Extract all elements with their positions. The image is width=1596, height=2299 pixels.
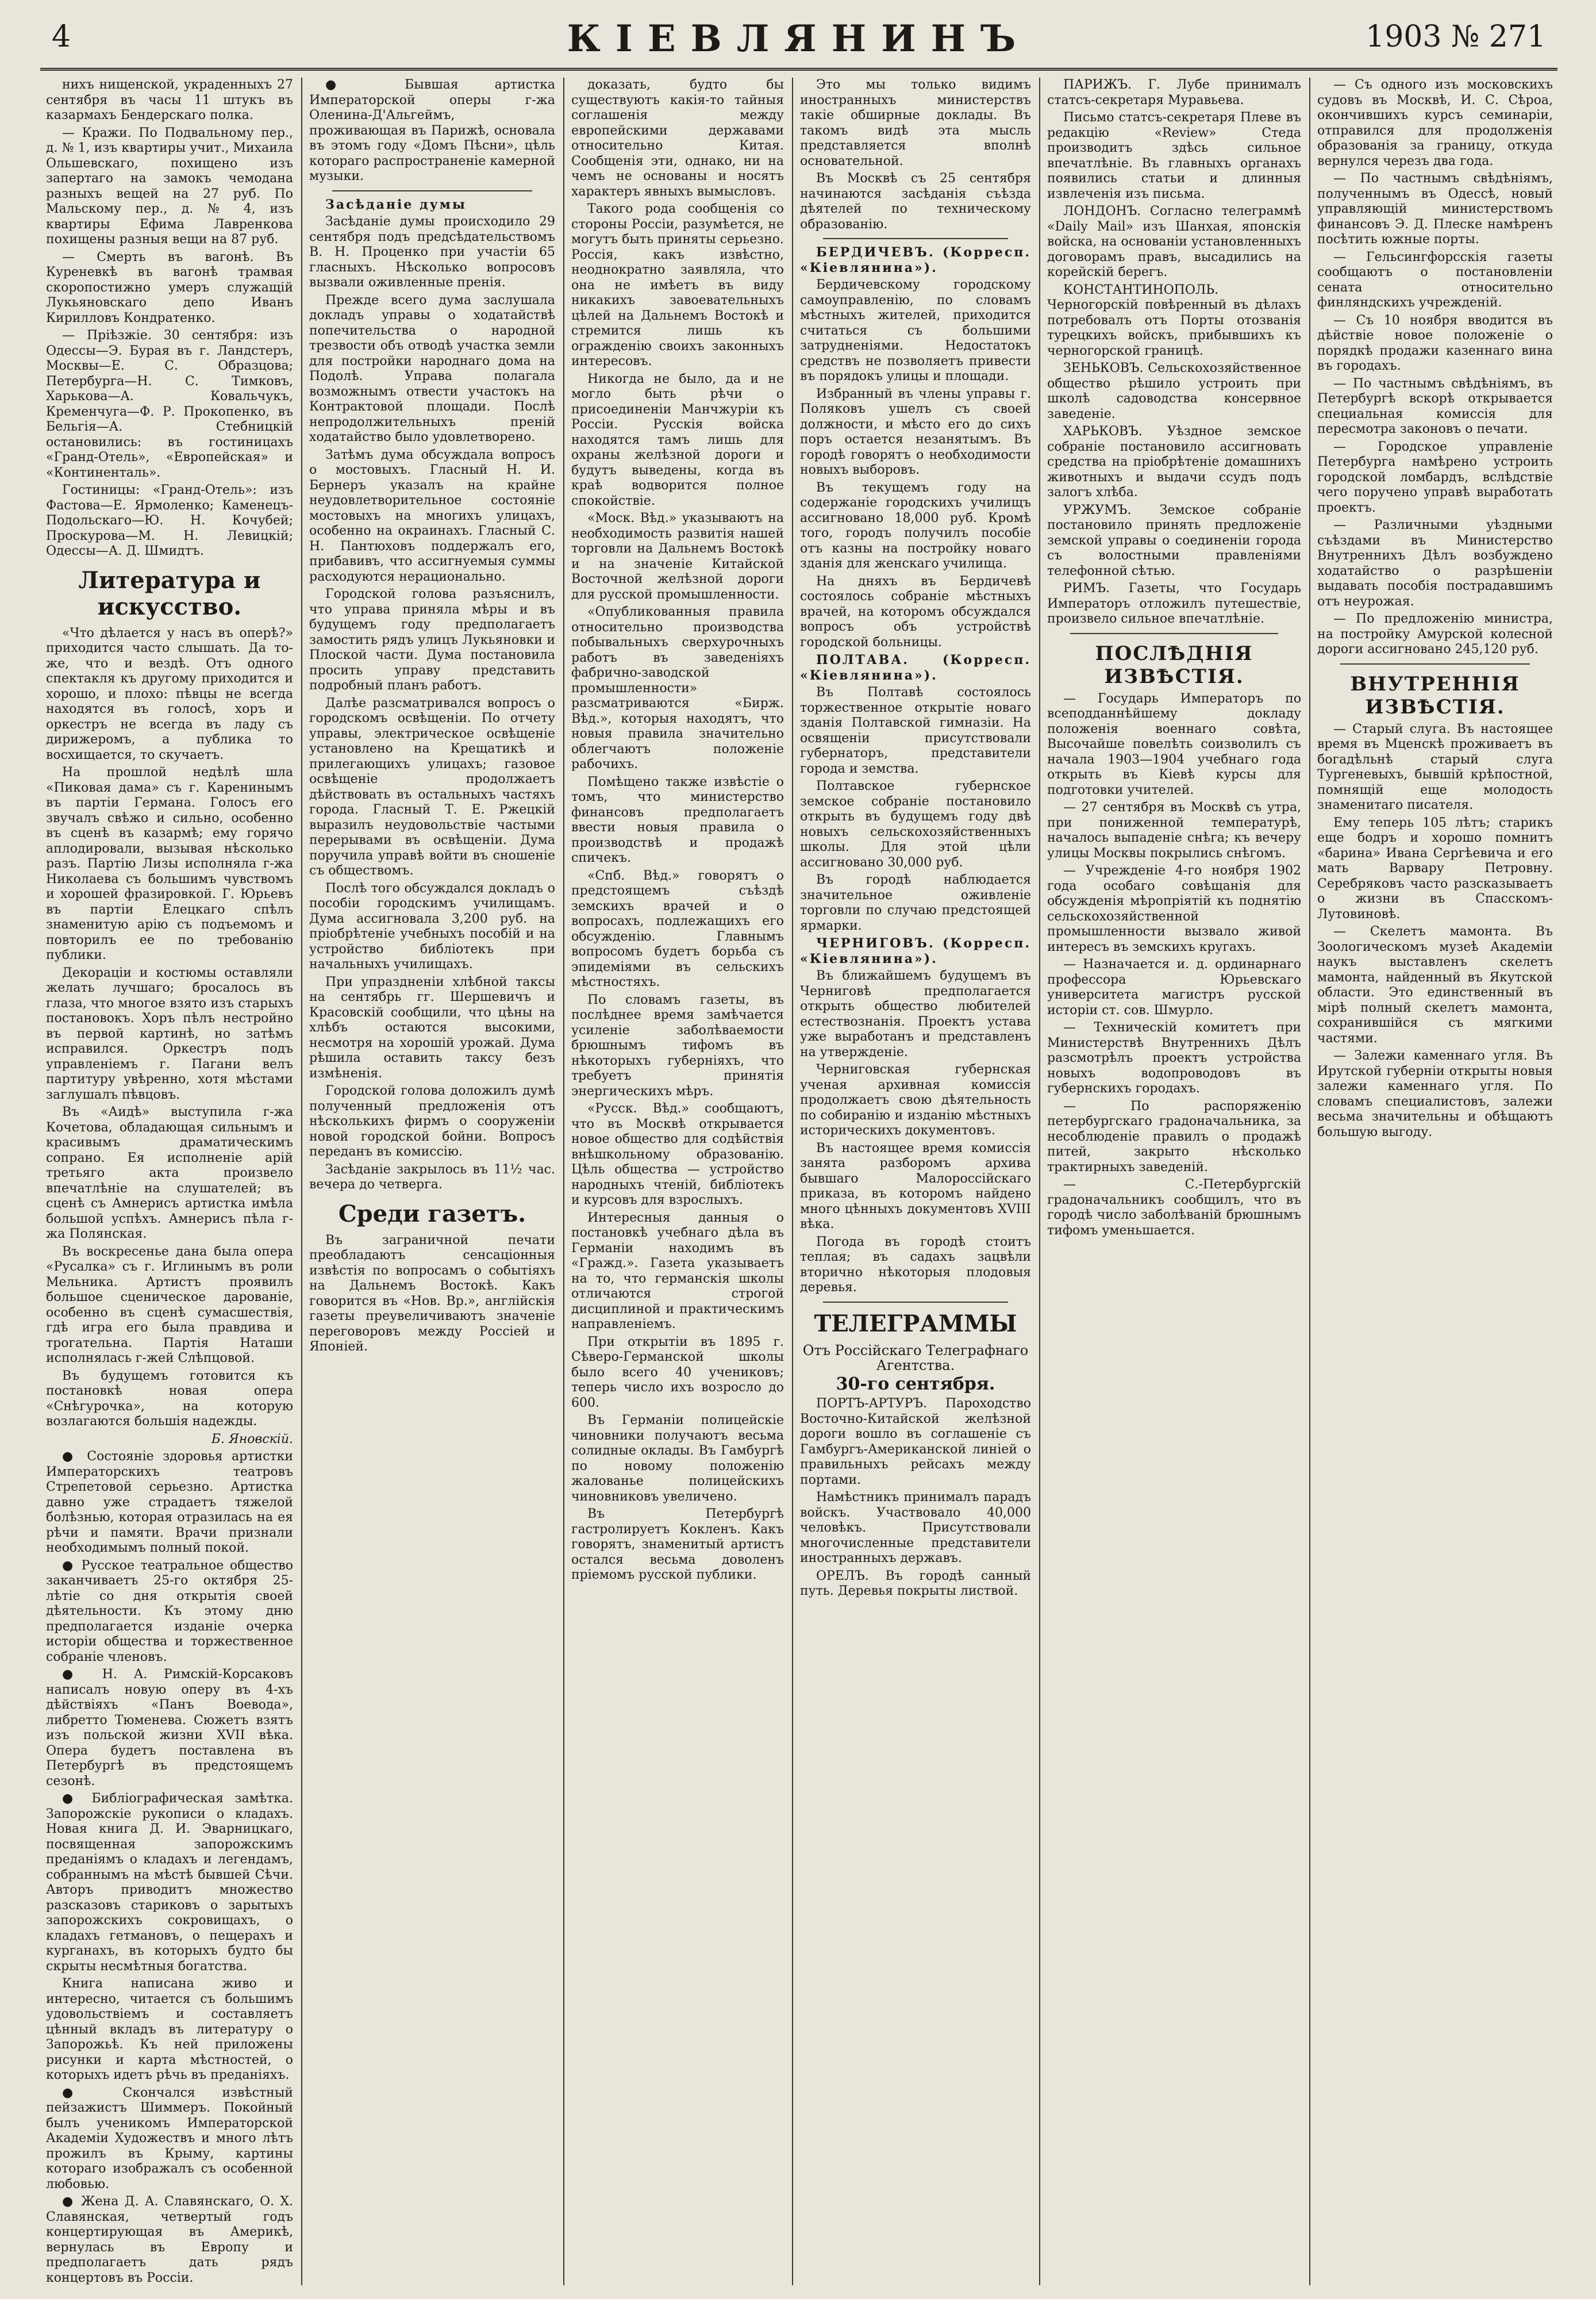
column-rule: [792, 78, 793, 2285]
news-item: — По распоряженію петербургскаго градоначальника, за несоблюденіе правилъ о продажѣ питей, закрыто нѣсколько трактирныхъ заведеній.: [1047, 1099, 1301, 1175]
telegram-item: ПАРИЖЪ. Г. Лубе принималъ статсъ-секретаря Муравьева.: [1047, 78, 1301, 108]
article-paragraph: Интересныя данныя о постановкѣ учебнаго дѣла въ Германіи находимъ въ «Гражд.». Газета указываетъ на то, что германскія школы отличаются строгой дисциплиной и практическимъ направленіемъ.: [571, 1210, 784, 1331]
article-paragraph: Далѣе разсматривался вопросъ о городскомъ освѣщеніи. По отчету управы, электрическое освѣщеніе установлено на Крещатикѣ и прилегающихъ улицахъ; газовое освѣщеніе продолжаетъ дѣйствовать въ остальныхъ частяхъ города. Гласный Т. Е. Ржецкій выразилъ неудовольствіе частыми перерывами въ освѣщеніи. Дума поручила управѣ войти въ сношеніе съ обществомъ.: [309, 696, 555, 878]
page-number: 4: [52, 20, 71, 54]
article-paragraph: Въ «Аидѣ» выступила г-жа Кочетова, обладающая сильнымъ и красивымъ драматическимъ сопрано. Ея исполненіе арій третьяго акта произвело впечатлѣніе на слушателей; въ сценѣ съ Амнерисъ артистка имѣла большой успѣхъ. Амнерисъ пѣла г-жа Полянская.: [46, 1105, 293, 1241]
article-paragraph: Избранный въ члены управы г. Поляковъ ушелъ съ своей должности, и мѣсто его до сихъ поръ остается незанятымъ. Въ городѣ говорятъ о необходимости новыхъ выборовъ.: [800, 386, 1031, 477]
article-paragraph: «Моск. Вѣд.» указываютъ на необходимость развитія нашей торговли на Дальнемъ Востокѣ и на значеніе Китайской Восточной желѣзной дороги для русской промышленности.: [571, 511, 784, 602]
telegram-item: Письмо статсъ-секретаря Плеве въ редакцію «Review» Стеда производитъ здѣсь сильное впечатлѣніе. Въ главныхъ органахъ появились статьи и длинныя извлеченія изъ письма.: [1047, 110, 1301, 201]
news-item: — Смерть въ вагонѣ. Въ Куреневкѣ въ вагонѣ трамвая скоропостижно умеръ служащій Лукьяновскаго депо Иванъ Кирилловъ Кондратенко.: [46, 250, 293, 325]
article-paragraph: Это мы только видимъ иностранныхъ министерствъ такіе обширные доклады. Въ такомъ видѣ эта мысль представляется вполнѣ основательной.: [800, 78, 1031, 168]
column-1-top: [46, 78, 293, 559]
article-paragraph: доказать, будто бы существуютъ какія-то тайныя соглашенія между европейскими державами относительно Китая. Сообщенія эти, однако, ни на чемъ не основаны и носятъ характеръ явныхъ вымысловъ.: [571, 78, 784, 199]
article-paragraph: Такого рода сообщенія со стороны Россіи, разумѣется, не могутъ быть приняты серьезно. Россія, какъ извѣстно, неоднократно заявляла, что она не имѣетъ въ виду никакихъ завоевательныхъ цѣлей на Дальнемъ Востокѣ и стремится лишь къ огражденію своихъ законныхъ интересовъ.: [571, 202, 784, 369]
divider: [823, 1302, 1008, 1303]
article-paragraph: Въ Петербургѣ гастролируетъ Кокленъ. Какъ говорятъ, знаменитый артистъ остался весьма доволенъ пріемомъ русской публики.: [571, 1507, 784, 1582]
article-paragraph: Въ заграничной печати преобладаютъ сенсаціонныя извѣстія по вопросамъ о событіяхъ на Дальнемъ Востокѣ. Какъ говорится въ «Нов. Вр.», англійскія газеты преувеличиваютъ значеніе переговоровъ между Россіей и Японіей.: [309, 1233, 555, 1354]
article-paragraph: Въ ближайшемъ будущемъ въ Черниговѣ предполагается открыть общество любителей естествознанія. Проектъ устава уже выработанъ и представленъ на утвержденіе.: [800, 969, 1031, 1060]
article-signature: Б. Яновскій.: [211, 1431, 293, 1446]
article-paragraph: Въ воскресенье дана была опера «Русалка» съ г. Иглинымъ въ роли Мельника. Артистъ проявилъ большое сценическое дарованіе, особенно въ сценѣ сумасшествія, гдѣ игра его была правдива и трогательна. Партія Наташи исполнялась г-жей Слѣпцовой.: [46, 1244, 293, 1365]
issue-number: 1903 № 271: [1366, 20, 1546, 54]
article-paragraph: Городской голова разъяснилъ, что управа приняла мѣры и въ будущемъ году предполагаетъ замостить рядъ улицъ Лукьяновки и Плоской части. Дума постановила просить управу представить подробный планъ работъ.: [309, 587, 555, 693]
telegram-item: ПОРТЪ-АРТУРЪ. Пароходство Восточно-Китайской желѣзной дороги вошло въ соглашеніе съ Гамбургъ-Американской линіей о правильныхъ рейсахъ между портами.: [800, 1396, 1031, 1487]
news-item: — Государь Императоръ по всеподданнѣйшему докладу положенія военнаго совѣта, Высочайше повелѣть соизволилъ съ начала 1903—1904 учебнаго года открыть въ Кіевѣ курсы для подготовки учителей.: [1047, 691, 1301, 797]
news-item: — Кражи. По Подвальному пер., д. № 1, изъ квартиры учит., Михаила Ольшевскаго, похищено изъ запертаго на замокъ чемодана разныхъ вещей на 27 руб. По Мальскому пер., д. № 4, изъ квартиры Ефима Лавренкова похищены разныя вещи на 87 руб.: [46, 125, 293, 247]
article-paragraph: Въ Полтавѣ состоялось торжественное открытіе новаго зданія Полтавской гимназіи. На освященіи присутствовали губернаторъ, представители города и земства.: [800, 685, 1031, 776]
masthead: [40, 10, 1557, 71]
telegram-date: 30-го сентября.: [836, 1373, 995, 1394]
section-heading-press: Среди газетъ.: [338, 1200, 526, 1227]
article-paragraph: На дняхъ въ Бердичевѣ состоялось собраніе мѣстныхъ врачей, на которомъ обсуждался вопросъ объ устройствѣ городской больницы.: [800, 574, 1031, 650]
article-paragraph: Въ настоящее время комиссія занята разборомъ архива бывшаго Малороссійскаго приказа, въ которомъ найдено много цѣнныхъ документовъ XVIII вѣка.: [800, 1141, 1031, 1231]
news-item: — Назначается и. д. ординарнаго профессора Юрьевскаго университета магистръ русской исторіи ст. сов. Шмурло.: [1047, 957, 1301, 1018]
news-item: — По предложенію министра, на постройку Амурской колесной дороги ассигновано 245,120 руб.: [1317, 612, 1553, 657]
article-paragraph: «Спб. Вѣд.» говорятъ о предстоящемъ съѣздѣ земскихъ врачей и о вопросахъ, подлежащихъ его обсужденію. Главнымъ вопросомъ будетъ борьба съ эпидеміями въ сельскихъ мѣстностяхъ.: [571, 868, 784, 989]
news-item: — 27 сентября въ Москвѣ съ утра, при пониженной температурѣ, началось выпаденіе снѣга; къ вечеру улицы Москвы покрылись снѣгомъ.: [1047, 800, 1301, 861]
article-paragraph: При открытіи въ 1895 г. Сѣверо-Германской школы было всего 40 учениковъ; теперь число ихъ возросло до 600.: [571, 1334, 784, 1410]
news-item: — Учрежденіе 4-го ноября 1902 года особаго совѣщанія для обсужденія мѣропріятій къ поднятію сельскохозяйственной промышленности вызвало живой интересъ въ земскихъ кругахъ.: [1047, 863, 1301, 954]
section-heading-duma: Засѣданіе думы: [325, 197, 467, 212]
news-item: ● Жена Д. А. Славянскаго, О. Х. Славянская, четвертый годъ концертирующая въ Америкѣ, вернулась въ Европу и предполагаетъ дать рядъ концертовъ въ Россіи.: [46, 2194, 293, 2285]
divider: [332, 190, 532, 191]
article-paragraph: «Опубликованныя правила относительно производства побывальныхъ сверхурочныхъ работъ въ заведеніяхъ фабрично-заводской промышленности» разсматриваются «Бирж. Вѣд.», которыя находятъ, что новыя правила значительно облегчаютъ положеніе рабочихъ.: [571, 605, 784, 772]
column-4: [800, 78, 1031, 2285]
news-item: — По частнымъ свѣдѣніямъ, въ Петербургѣ вскорѣ открывается специальная комиссія для пересмотра законовъ о печати.: [1317, 376, 1553, 436]
news-item: нихъ нищенской, украденныхъ 27 сентября въ часы 11 штукъ въ казармахъ Бендерскаго полка.: [46, 78, 293, 122]
column-5: [1047, 78, 1301, 2285]
article-paragraph: Въ Москвѣ съ 25 сентября начинаются засѣданія съѣзда дѣятелей по техническому образованію.: [800, 171, 1031, 232]
news-item: — Различными уѣздными съѣздами въ Министерство Внутреннихъ Дѣлъ возбуждено ходатайство о разрѣшеніи выдавать пособія пострадавшимъ отъ неурожая.: [1317, 518, 1553, 609]
column-6: [1317, 78, 1553, 2285]
column-2: [309, 78, 555, 2285]
telegram-item: ХАРЬКОВЪ. Уѣздное земское собраніе постановило ассигновать средства на пріобрѣтеніе домашнихъ животныхъ и выдачи ссудъ подъ залогъ хлѣба.: [1047, 424, 1301, 500]
article-paragraph: Погода въ городѣ стоитъ теплая; въ садахъ зацвѣли вторично нѣкоторыя плодовыя деревья.: [800, 1234, 1031, 1295]
column-3: [571, 78, 784, 2285]
article-paragraph: При упраздненіи хлѣбной таксы на сентябрь гг. Шершевичъ и Красовскій сообщили, что цѣны на хлѣбъ остаются высокими, несмотря на хорошій урожай. Дума рѣшила оставить таксу безъ измѣненія.: [309, 974, 555, 1081]
article-paragraph: По словамъ газеты, въ послѣднее время замѣчается усиленіе заболѣваемости брюшнымъ тифомъ въ нѣкоторыхъ губерніяхъ, что требуетъ принятія энергическихъ мѣръ.: [571, 992, 784, 1099]
article-paragraph: Черниговская губернская ученая архивная комиссія продолжаетъ свою дѣятельность по собиранію и изданію мѣстныхъ историческихъ документовъ.: [800, 1062, 1031, 1138]
news-item: — Съ одного изъ московскихъ судовъ въ Москвѣ, И. С. Сѣроа, окончившихъ курсъ семинаріи, отправился для продолженія образованія за границу, откуда вернулся черезъ два года.: [1317, 78, 1553, 168]
article-paragraph: Декораціи и костюмы оставляли желать лучшаго; бросалось въ глаза, что многое взято изъ старыхъ постановокъ. Хоръ пѣлъ нестройно въ первой картинѣ, но затѣмъ исправился. Оркестръ подъ управленіемъ г. Пагани велъ партитуру увѣренно, хотя мѣстами заглушалъ пѣвцовъ.: [46, 965, 293, 1102]
section-heading-latest-news: ПОСЛѢДНІЯ ИЗВѢСТІЯ.: [1095, 642, 1253, 688]
section-heading-literature: Литература и искусство.: [78, 566, 261, 620]
divider: [823, 238, 1008, 239]
divider: [1340, 663, 1530, 665]
section-heading-internal-news: ВНУТРЕННІЯ ИЗВѢСТІЯ.: [1350, 672, 1520, 719]
news-item: — С.-Петербургскій градоначальникъ сообщилъ, что въ городѣ число заболѣваній брюшнымъ тифомъ уменьшается.: [1047, 1177, 1301, 1238]
divider: [1070, 633, 1278, 634]
article-paragraph: Засѣданіе закрылось въ 11½ час. вечера до четверга.: [309, 1162, 555, 1192]
news-item: Ему теперь 105 лѣтъ; старикъ еще бодръ и хорошо помнитъ «барина» Ивана Сергѣевича и его мать Варвару Петровну. Серебряковъ часто разсказываетъ о жизни въ Спасскомъ-Лутовиновѣ.: [1317, 815, 1553, 922]
news-item: Гостиницы: «Гранд-Отель»: изъ Фастова—Е. Ярмоленко; Каменецъ-Подольскаго—Ю. Н. Кочубей; Проскурова—М. Н. Левицкій; Одессы—А. Д. Шмидтъ.: [46, 483, 293, 558]
correspondence-heading-chernigov: ЧЕРНИГОВЪ. (Корресп. «Кіевлянина»).: [800, 936, 1031, 966]
article-paragraph: Послѣ того обсуждался докладъ о пособіи городскимъ училищамъ. Дума ассигновала 3,200 руб. на пріобрѣтеніе учебныхъ пособій и на устройство библіотекъ при начальныхъ училищахъ.: [309, 881, 555, 972]
article-paragraph: Прежде всего дума заслушала докладъ управы о ходатайствѣ попечительства о народной трезвости объ отводѣ участка земли для постройки народнаго дома на Подолѣ. Управа полагала возможнымъ отвести участокъ на Контрактовой площади. Послѣ непродолжительныхъ преній ходатайство было удовлетворено.: [309, 293, 555, 444]
news-item: ● Состояніе здоровья артистки Императорскихъ театровъ Стрепетовой серьезно. Артистка давно уже страдаетъ тяжелой болѣзнью, которая отразилась на ея рѣчи и памяти. Врачи признали необходимымъ полный покой.: [46, 1449, 293, 1555]
article-paragraph: Затѣмъ дума обсуждала вопросъ о мостовыхъ. Гласный Н. И. Бернеръ указалъ на крайне неудовлетворительное состояніе мостовыхъ на многихъ улицахъ, особенно на окраинахъ. Гласный С. Н. Пантюховъ поддержалъ его, прибавивъ, что ассигнуемыя суммы расходуются нерационально.: [309, 447, 555, 584]
article-paragraph: Въ Германіи полицейскіе чиновники получаютъ весьма солидные оклады. Въ Гамбургѣ по новому положенію жалованье полицейскихъ чиновниковъ увеличено.: [571, 1413, 784, 1504]
news-item: — Техническій комитетъ при Министерствѣ Внутреннихъ Дѣлъ разсмотрѣлъ проектъ устройства новыхъ водопроводовъ въ губернскихъ городахъ.: [1047, 1020, 1301, 1096]
news-item: ● Русское театральное общество заканчиваетъ 25-го октября 25-лѣтіе со дня открытія своей дѣятельности. Къ этому дню предполагается изданіе очерка исторіи общества и торжественное собраніе членовъ.: [46, 1558, 293, 1664]
news-item: — Старый слуга. Въ настоящее время въ Мценскѣ проживаетъ въ богадѣльнѣ старый слуга Тургеневыхъ, бывшій крѣпостной, помнящій еще молодость знаменитаго писателя.: [1317, 721, 1553, 812]
article-paragraph: «Русск. Вѣд.» сообщаютъ, что въ Москвѣ открывается новое общество для содѣйствія внѣшкольному образованію. Цѣль общества — устройство народныхъ чтеній, библіотекъ и курсовъ для взрослыхъ.: [571, 1101, 784, 1207]
correspondence-heading-poltava: ПОЛТАВА. (Корресп. «Кіевлянина»).: [800, 653, 1031, 683]
article-paragraph: На прошлой недѣлѣ шла «Пиковая дама» съ г. Каренинымъ въ партіи Германа. Голосъ его звучалъ свѣжо и сильно, особенно въ сценѣ въ казармѣ; ему горячо аплодировали, вызывая нѣсколько разъ. Партію Лизы исполняла г-жа Николаева съ большимъ чувствомъ и хорошей фразировкой. Г. Юрьевъ въ партіи Елецкаго спѣлъ знаменитую арію съ подъемомъ и повторилъ ее по требованію публики.: [46, 765, 293, 962]
article-paragraph: Бердичевскому городскому самоуправленію, по словамъ мѣстныхъ жителей, приходится считаться съ большими затрудненіями. Недостатокъ средствъ не позволяетъ привести въ порядокъ улицы и площади.: [800, 278, 1031, 383]
column-rule: [1039, 78, 1040, 2285]
article-paragraph: Въ текущемъ году на содержаніе городскихъ училищъ ассигновано 18,000 руб. Кромѣ того, городъ получилъ пособіе отъ казны на постройку новаго зданія для женскаго училища.: [800, 480, 1031, 571]
article-paragraph: Въ будущемъ готовится къ постановкѣ новая опера «Снѣгурочка», на которую возлагаются большія надежды.: [46, 1368, 293, 1429]
column-1: [46, 78, 293, 2285]
column-rule: [301, 78, 302, 2285]
news-item: — Скелетъ мамонта. Въ Зоологическомъ музеѣ Академіи наукъ выставленъ скелетъ мамонта, найденный въ Якутской области. Это единственный въ мірѣ полный скелетъ мамонта, сохранившійся съ мягкими частями.: [1317, 924, 1553, 1046]
telegram-item: КОНСТАНТИНОПОЛЬ. Черногорскій повѣренный въ дѣлахъ потребовалъ отъ Порты отозванія турецкихъ войскъ, прибывшихъ къ черногорской границѣ.: [1047, 282, 1301, 358]
telegram-item: ОРЕЛЪ. Въ городѣ санный путь. Деревья покрыты листвой.: [800, 1568, 1031, 1598]
newspaper-title: КІЕВЛЯНИНЪ: [567, 17, 1031, 60]
telegram-item: Намѣстникъ принималъ парадъ войскъ. Участвовало 40,000 человѣкъ. Присутствовали многочисленные представители иностранныхъ державъ.: [800, 1490, 1031, 1565]
news-item: ● Скончался извѣстный пейзажистъ Шиммеръ. Покойный былъ ученикомъ Императорской Академіи Художествъ и много лѣтъ прожилъ въ Крыму, картины котораго изображалъ съ особенной любовью.: [46, 2085, 293, 2191]
telegram-item: РИМЪ. Газеты, что Государь Императоръ отложилъ путешествіе, произвело сильное впечатлѣніе.: [1047, 581, 1301, 626]
telegram-item: ЗЕНЬКОВЪ. Сельскохозяйственное общество рѣшило устроить при школѣ садоводства консервное заведеніе.: [1047, 361, 1301, 421]
article-paragraph: Городской голова доложилъ думѣ полученный предложенія отъ нѣсколькихъ фирмъ о сооруженіи новой городской бойни. Вопросъ переданъ въ комиссію.: [309, 1084, 555, 1159]
article-paragraph: Никогда не было, да и не могло быть рѣчи о присоединеніи Манчжуріи къ Россіи. Русскія войска находятся тамъ лишь для охраны желѣзной дороги и будутъ выведены, когда въ краѣ водворится полное спокойствіе.: [571, 371, 784, 508]
news-item: Книга написана живо и интересно, читается съ большимъ удовольствіемъ и составляетъ цѣнный вкладъ въ литературу о Запорожьѣ. Къ ней приложены рисунки и карта мѣстностей, о которыхъ идетъ рѣчь въ преданіяхъ.: [46, 1976, 293, 2082]
news-item: — Съ 10 ноября вводится въ дѣйствіе новое положеніе о порядкѣ продажи казеннаго вина въ городахъ.: [1317, 313, 1553, 373]
telegram-agency: Отъ Россійскаго Телеграфнаго Агентства.: [802, 1342, 1029, 1373]
news-item: — Пріѣзжіе. 30 сентября: изъ Одессы—Э. Бурая въ г. Ландстеръ, Москвы—Е. С. Образцова; Петербурга—Н. С. Тимковъ, Харькова—А. Ковальчукъ, Кременчуга—Ф. Р. Прокопенко, въ Бельгія—А. Стебницкій остановились: въ гостиницахъ «Гранд-Отель», «Европейская» и «Континенталь».: [46, 328, 293, 480]
news-item: — По частнымъ свѣдѣніямъ, полученнымъ въ Одессѣ, новый управляющій министерствомъ финансовъ Э. Д. Плеске намѣренъ посѣтить южные порты.: [1317, 171, 1553, 247]
column-rule: [1309, 78, 1310, 2285]
section-heading-telegrams: ТЕЛЕГРАММЫ: [814, 1310, 1017, 1337]
news-item: ● Бывшая артистка Императорской оперы г-жа Оленина-Д'Альгеймъ, проживающая въ Парижѣ, основала въ этомъ году «Домъ Пѣсни», цѣль котораго распространеніе камерной музыки.: [309, 78, 555, 183]
news-item: ● Н. А. Римскій-Корсаковъ написалъ новую оперу въ 4-хъ дѣйствіяхъ «Панъ Воевода», либретто Тюменева. Сюжетъ взятъ изъ польской жизни XVII вѣка. Опера будетъ поставлена въ Петербургѣ въ предстоящемъ сезонѣ.: [46, 1667, 293, 1788]
telegram-item: ЛОНДОНЪ. Согласно телеграммѣ «Daily Mail» изъ Шанхая, японскія войска, на основаніи установленныхъ договорамъ правъ, высадились на корейскій берегъ.: [1047, 204, 1301, 279]
column-rule: [563, 78, 564, 2285]
correspondence-heading-berdichev: БЕРДИЧЕВЪ. (Корресп. «Кіевлянина»).: [800, 245, 1031, 275]
article-paragraph: Помѣщено также извѣстіе о томъ, что министерство финансовъ предполагаетъ ввести новыя правила о производствѣ и продажѣ спичекъ.: [571, 774, 784, 865]
news-item: — Залежи каменнаго угля. Въ Ирутской губерніи открыты новыя залежи каменнаго угля. По словамъ специалистовъ, залежи весьма значительны и обѣщаютъ большую выгоду.: [1317, 1049, 1553, 1139]
telegram-item: УРЖУМЪ. Земское собраніе постановило принять предложеніе земской управы о соединеніи города съ волостными правленіями телефонной сѣтью.: [1047, 502, 1301, 578]
article-paragraph: Засѣданіе думы происходило 29 сентября подъ предсѣдательствомъ В. Н. Проценко при участіи 65 гласныхъ. Нѣсколько вопросовъ вызвали оживленные пренія.: [309, 214, 555, 290]
article-paragraph: Полтавское губернское земское собраніе постановило открыть въ будущемъ году двѣ новыхъ сельскохозяйственныхъ школы. Для этой цѣли ассигновано 30,000 руб.: [800, 779, 1031, 870]
news-item: — Городское управленіе Петербурга намѣрено устроить городской ломбардъ, вслѣдствіе чего поручено управѣ выработать проектъ.: [1317, 439, 1553, 515]
article-paragraph: Въ городѣ наблюдается значительное оживленіе торговли по случаю предстоящей ярмарки.: [800, 873, 1031, 933]
news-item: — Гельсингфорсскія газеты сообщаютъ о постановленіи сената относительно финляндскихъ учрежденій.: [1317, 250, 1553, 310]
article-paragraph: «Что дѣлается у насъ въ оперѣ?» приходится часто слышать. Да то-же, что и вездѣ. Отъ одного спектакля къ другому приходится и хорошо, и плохо: пѣвцы не всегда находятся въ голосѣ, хоръ и оркестръ не всегда въ ладу съ дирижеромъ, а публика то восхищается, то скучаетъ.: [46, 625, 293, 762]
news-item: ● Библіографическая замѣтка. Запорожскіе рукописи о кладахъ. Новая книга Д. И. Эварницкаго, посвященная запорожскимъ преданіямъ о кладахъ и легендамъ, собраннымъ на мѣстѣ бывшей Сѣчи. Авторъ приводитъ множество разсказовъ стариковъ о зарытыхъ запорожскихъ сокровищахъ, о кладахъ гетмановъ, о пещерахъ и курганахъ, въ которыхъ будто бы скрыты несмѣтныя богатства.: [46, 1791, 293, 1974]
